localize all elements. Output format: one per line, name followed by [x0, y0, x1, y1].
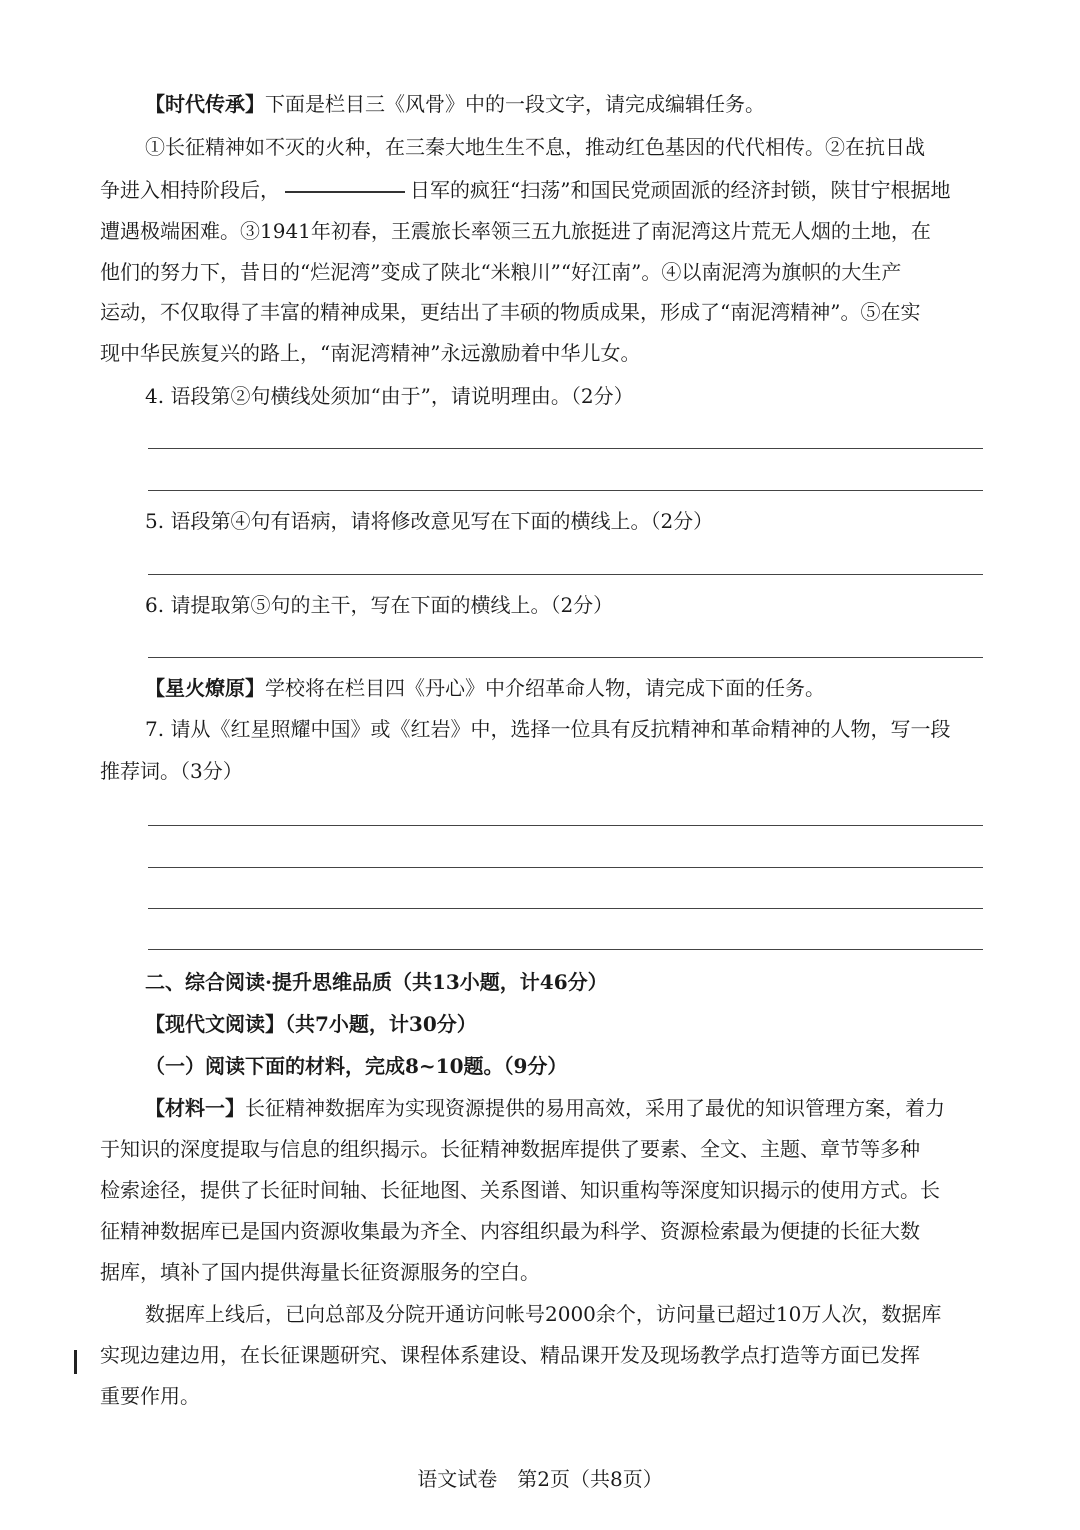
- section-shidai-header: [145, 92, 1035, 116]
- answer-line-q7-4[interactable]: [148, 949, 983, 950]
- question-4: 4. 语段第②句横线处须加“由于”，请说明理由。（2分）: [145, 384, 634, 408]
- margin-marker: [74, 1350, 77, 1374]
- page-footer: 语文试卷 第2页（共8页）: [417, 1467, 663, 1491]
- answer-line-q7-1[interactable]: [148, 825, 983, 826]
- passage-line-2: [100, 178, 990, 202]
- section-xinghuo-header: [145, 676, 1035, 700]
- passage-line-3: 遭遇极端困难。③1941年初春，王震旅长率领三五九旅挺进了南泥湾这片荒无人烟的土地，在: [100, 219, 931, 243]
- passage-line-5: 运动，不仅取得了丰富的精神成果，更结出了丰硕的物质成果，形成了“南泥湾精神”。⑤在实: [100, 300, 921, 324]
- answer-line-q5[interactable]: [148, 574, 983, 575]
- group-1-heading: （一）阅读下面的材料，完成8~10题。（9分）: [145, 1054, 568, 1078]
- section-intro-shidai: 下面是栏目三《风骨》中的一段文字，请完成编辑任务。: [265, 92, 765, 116]
- section-intro-xinghuo: 学校将在栏目四《丹心》中介绍革命人物，请完成下面的任务。: [265, 676, 825, 700]
- material-1-para-2-line-2: 实现边建边用，在长征课题研究、课程体系建设、精品课开发及现场教学点打造等方面已发挥: [100, 1343, 920, 1367]
- answer-line-q7-2[interactable]: [148, 867, 983, 868]
- passage-line-6: 现中华民族复兴的路上，“南泥湾精神”永远激励着中华儿女。: [100, 341, 641, 365]
- material-1-tag: 【材料一】: [145, 1096, 245, 1120]
- question-7-line-2: 推荐词。（3分）: [100, 759, 243, 783]
- material-1-para-2-line-3: 重要作用。: [100, 1384, 200, 1408]
- material-1-line-1: [145, 1096, 1035, 1120]
- material-1-para-2-line-1: 数据库上线后，已向总部及分院开通访问帐号2000余个，访问量已超过10万人次，数据库: [145, 1302, 942, 1326]
- answer-line-q4-2[interactable]: [148, 490, 983, 491]
- passage-line-2-start: 争进入相持阶段后，: [100, 178, 280, 202]
- material-1-text-start: 长征精神数据库为实现资源提供的易用高效，采用了最优的知识管理方案，着力: [245, 1096, 945, 1120]
- material-1-line-2: 于知识的深度提取与信息的组织揭示。长征精神数据库提供了要素、全文、主题、章节等多种: [100, 1137, 920, 1161]
- material-1-line-3: 检索途径，提供了长征时间轴、长征地图、关系图谱、知识重构等深度知识揭示的使用方式。长: [100, 1178, 940, 1202]
- answer-line-q6[interactable]: [148, 657, 983, 658]
- question-6: 6. 请提取第⑤句的主干，写在下面的横线上。（2分）: [145, 593, 614, 617]
- section-tag-shidai: 【时代传承】: [145, 92, 265, 116]
- fill-in-blank[interactable]: [285, 190, 405, 193]
- material-1-line-4: 征精神数据库已是国内资源收集最为齐全、内容组织最为科学、资源检索最为便捷的长征大数: [100, 1219, 920, 1243]
- material-1-line-5: 据库，填补了国内提供海量长征资源服务的空白。: [100, 1260, 540, 1284]
- answer-line-q7-3[interactable]: [148, 908, 983, 909]
- answer-line-q4-1[interactable]: [148, 448, 983, 449]
- question-7-line-1: 7. 请从《红星照耀中国》或《红岩》中，选择一位具有反抗精神和革命精神的人物，写一段: [145, 717, 951, 741]
- question-5: 5. 语段第④句有语病，请将修改意见写在下面的横线上。（2分）: [145, 509, 714, 533]
- section-tag-xinghuo: 【星火燎原】: [145, 676, 265, 700]
- part-2-heading: 二、综合阅读·提升思维品质（共13小题，计46分）: [145, 970, 608, 994]
- modern-reading-heading: 【现代文阅读】（共7小题，计30分）: [145, 1012, 477, 1036]
- passage-line-4: 他们的努力下，昔日的“烂泥湾”变成了陕北“米粮川”“好江南”。④以南泥湾为旗帜的大生产: [100, 260, 902, 284]
- passage-line-2-end: 日军的疯狂“扫荡”和国民党顽固派的经济封锁，陕甘宁根据地: [410, 178, 951, 202]
- passage-line-1: ①长征精神如不灭的火种，在三秦大地生生不息，推动红色基因的代代相传。②在抗日战: [145, 135, 925, 159]
